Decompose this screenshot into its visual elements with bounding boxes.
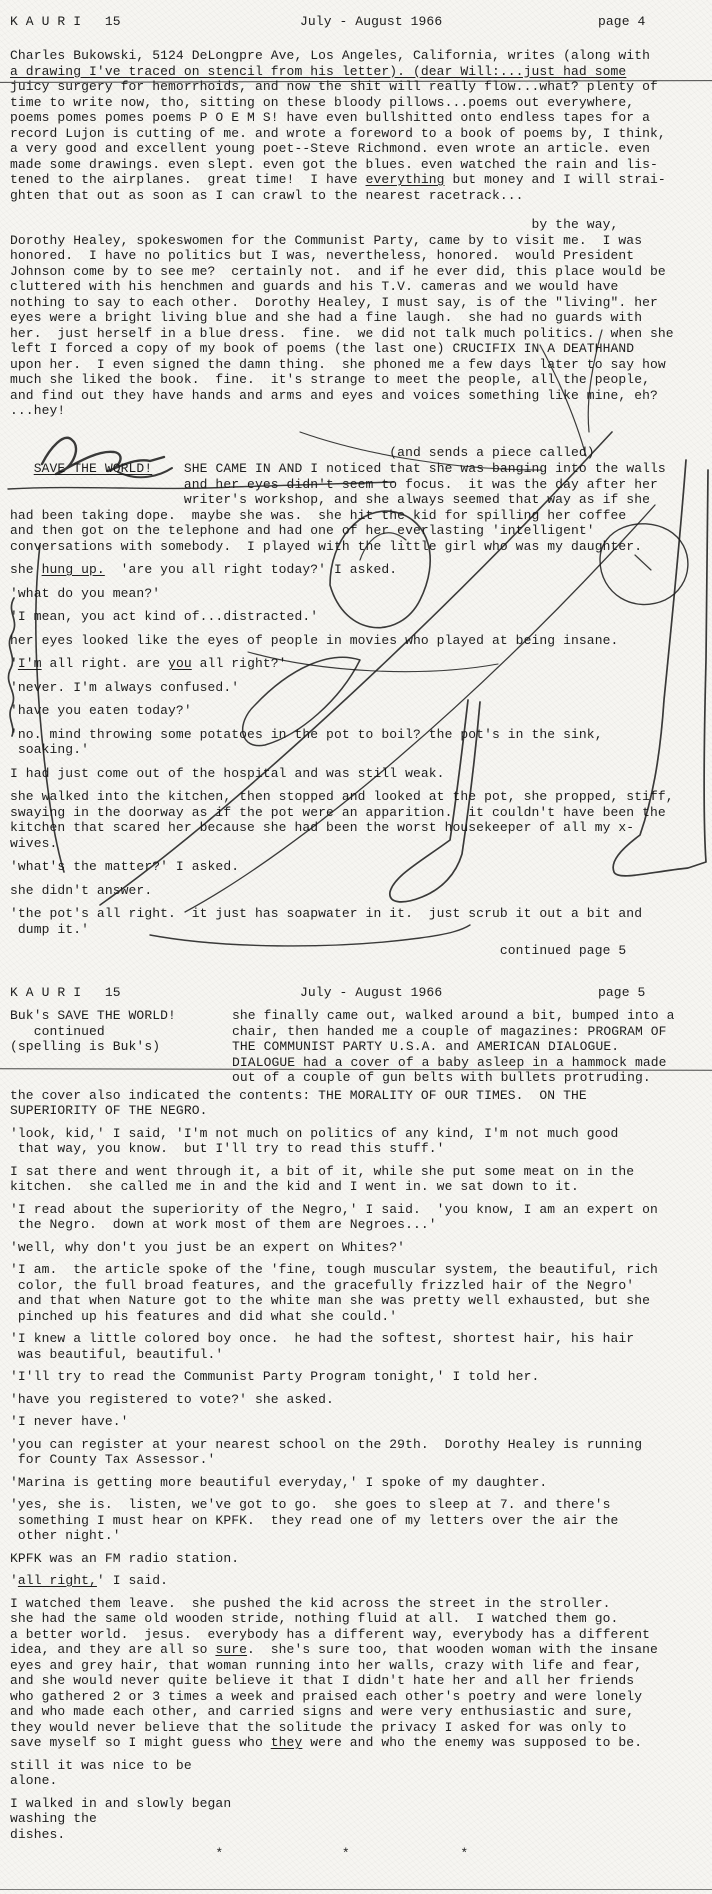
- paragraph: [10, 766, 710, 782]
- text-line: dishes.: [10, 1826, 66, 1842]
- text-line: she finally came out, walked around a bit, bumped into a: [232, 1008, 675, 1023]
- paragraph: [10, 1414, 710, 1430]
- paragraph: [10, 1262, 710, 1324]
- text-line: writer's workshop, and she always seemed that way as if she: [10, 492, 651, 507]
- paragraph: [10, 1551, 710, 1567]
- text-line: she walked into the kitchen, then stopped and looked at the pot, she propped, stiff,: [10, 789, 674, 804]
- text-line: 'yes, she is. listen, we've got to go. she goes to sleep at 7. and there's: [10, 1497, 611, 1512]
- text-line: I had just come out of the hospital and was still weak.: [10, 765, 445, 781]
- text-line: (and sends a piece called): [10, 444, 595, 460]
- paragraph: [232, 1008, 710, 1086]
- paragraph: [10, 1758, 710, 1789]
- issue-date: July - August 1966: [300, 14, 443, 29]
- text-line: was beautiful, beautiful.': [10, 1346, 224, 1362]
- text-line: ghten that out as soon as I can crawl to the nearest racetrack...: [10, 187, 524, 203]
- page5-header: [0, 985, 712, 1001]
- text-line: 'I'll try to read the Communist Party Program tonight,' I told her.: [10, 1369, 540, 1384]
- paragraph: [10, 1475, 710, 1491]
- paragraph: [10, 789, 710, 851]
- text-line: she hung up. 'are you all right today?' I asked.: [10, 562, 398, 577]
- paragraph: [10, 1392, 710, 1408]
- text-line: record Lujon is cutting of me. and wrote a foreword to a book of poems by, I think,: [10, 125, 666, 141]
- text-line: chair, then handed me a couple of magazines: PROGRAM OF: [232, 1023, 667, 1039]
- text-line: out of a couple of gun belts with bullets protruding.: [232, 1070, 651, 1085]
- paragraph: [10, 859, 710, 875]
- paragraph: [10, 656, 710, 672]
- text-line: Buk's SAVE THE WORLD!: [10, 1008, 176, 1023]
- paragraph: [10, 633, 710, 649]
- paragraph: [10, 1088, 710, 1119]
- text-line: nothing to say to each other. Dorothy Healey, I must say, is of the "living". her: [10, 294, 658, 310]
- paragraph: [10, 586, 710, 602]
- text-line: save myself so I might guess who they were and who the enemy was supposed to be.: [10, 1735, 643, 1750]
- text-line: who gathered 2 or 3 times a week and praised each other's poetry and were lonely: [10, 1688, 643, 1704]
- text-line: and find out they have hands and arms and eyes and voices something like mine, eh?: [10, 387, 658, 403]
- text-line: honored. I have no politics but I was, nevertheless, honored. would President: [10, 248, 635, 263]
- paragraph: [10, 1596, 710, 1751]
- text-line: time to write now, tho, sitting on these bloody pillows...poems out everywhere,: [10, 94, 635, 110]
- paragraph: [10, 1796, 710, 1843]
- text-line: a better world. jesus. everybody has a different way, everybody has a different: [10, 1626, 651, 1642]
- text-line: kitchen. she called me in and the kid and I went in. we sat down to it.: [10, 1179, 579, 1194]
- page4-text: [10, 48, 710, 959]
- text-line: THE COMMUNIST PARTY U.S.A. and AMERICAN DIALOGUE.: [232, 1039, 620, 1054]
- text-line: they would never believe that the solitude the privacy I asked for was only to: [10, 1719, 627, 1735]
- continued-body: [232, 1008, 710, 1086]
- text-line: color, the full broad features, and the gracefully frizzled hair of the Negro': [10, 1277, 635, 1293]
- text-line: the cover also indicated the contents: THE MORALITY OF OUR TIMES. ON THE: [10, 1087, 587, 1103]
- text-line: and she would never quite believe it that I didn't hate her and all her friends: [10, 1673, 635, 1688]
- text-line: 'I never have.': [10, 1414, 129, 1429]
- text-line: 'no. mind throwing some potatoes in the pot to boil? the pot's in the sink,: [10, 726, 603, 742]
- text-line: juicy surgery for hemorrhoids, and now the shit will really flow...what? plenty of: [10, 79, 658, 94]
- paragraph: [10, 1846, 710, 1862]
- paragraph: [10, 1331, 710, 1362]
- text-line: SAVE THE WORLD! SHE CAME IN AND I noticed that she was banging into the walls: [33, 461, 666, 476]
- text-line: 'I'm all right. are you all right?': [10, 656, 287, 671]
- paragraph: [10, 703, 710, 719]
- text-line: 'I read about the superiority of the Negro,' I said. 'you know, I am an expert on: [10, 1201, 658, 1217]
- text-line: 'Marina is getting more beautiful everyday,' I spoke of my daughter.: [10, 1474, 548, 1490]
- text-line: Johnson come by to see me? certainly not. and if he ever did, this place would be: [10, 263, 666, 279]
- text-line: I watched them leave. she pushed the kid across the street in the stroller.: [10, 1595, 611, 1611]
- text-line: KPFK was an FM radio station.: [10, 1550, 240, 1566]
- text-line: and then got on the telephone and had one of her everlasting 'intelligent': [10, 523, 595, 538]
- zine-title: K A U R I 15: [10, 14, 121, 29]
- page5-body: [10, 1088, 710, 1862]
- text-line: (spelling is Buk's): [10, 1039, 161, 1054]
- paragraph: [10, 217, 710, 419]
- page5-continued-columns: [10, 1008, 710, 1086]
- text-line: pinched up his features and did what she could.': [10, 1308, 398, 1324]
- paragraph: [10, 1437, 710, 1468]
- paragraph: [10, 562, 710, 578]
- paragraph: [10, 883, 710, 899]
- text-line: conversations with somebody. I played with the little girl who was my daughter.: [10, 538, 643, 554]
- text-line: a very good and excellent young poet--Steve Richmond. even wrote an article. even: [10, 141, 651, 156]
- text-line: DIALOGUE had a cover of a baby asleep in a hammock made: [232, 1054, 667, 1070]
- paragraph: [10, 943, 710, 959]
- text-line: and that when Nature got to the white man she was pretty well exhausted, but she: [10, 1293, 651, 1308]
- text-line: 'I mean, you act kind of...distracted.': [10, 609, 319, 624]
- text-line: 'all right,' I said.: [10, 1573, 169, 1588]
- text-line: I sat there and went through it, a bit of it, while she put some meat on in the: [10, 1163, 635, 1179]
- text-line: I walked in and slowly began: [10, 1795, 232, 1811]
- text-line: 'what's the matter?' I asked.: [10, 859, 240, 874]
- zine-title: K A U R I 15: [10, 985, 121, 1000]
- text-line: left I forced a copy of my book of poems (the last one) CRUCIFIX IN A DEATHHAND: [10, 341, 635, 356]
- text-line: 'well, why don't you just be an expert on Whites?': [10, 1239, 406, 1255]
- text-line: washing the: [10, 1811, 97, 1826]
- page-edge-line: [0, 1889, 712, 1890]
- text-line: alone.: [10, 1773, 58, 1788]
- text-line: continued: [10, 1023, 105, 1039]
- text-line: her. just herself in a blue dress. fine. we did not talk much politics. when she: [10, 325, 674, 341]
- paragraph: [10, 1164, 710, 1195]
- text-line: much she liked the book. fine. it's strange to meet the people, all the people,: [10, 372, 651, 387]
- text-line: poems pomes pomes poems P O E M S! have even bullshitted onto endless tapes for a: [10, 110, 651, 125]
- text-line: eyes were a bright living blue and she had a fine laugh. she had no guards with: [10, 310, 643, 325]
- page-number: page 5: [598, 985, 646, 1000]
- text-line: for County Tax Assessor.': [10, 1452, 216, 1467]
- paragraph: [10, 680, 710, 696]
- text-line: 'you can register at your nearest school on the 29th. Dorothy Healey is running: [10, 1436, 643, 1452]
- text-line: ...hey!: [10, 403, 66, 418]
- text-line: 'what do you mean?': [10, 585, 161, 601]
- text-line: by the way,: [10, 217, 619, 232]
- text-line: Charles Bukowski, 5124 DeLongpre Ave, Los Angeles, California, writes (along with: [10, 48, 651, 63]
- paragraph: [10, 48, 710, 203]
- paragraph: [10, 1497, 710, 1544]
- page4-header: [0, 14, 712, 30]
- paragraph: [10, 727, 710, 758]
- text-line: swaying in the doorway as if the pot were an apparition. it couldn't have been the: [10, 804, 666, 820]
- text-line: other night.': [10, 1528, 121, 1543]
- text-line: and who made each other, and carried signs and were very enthusiastic and sure,: [10, 1704, 635, 1719]
- paragraph: [10, 461, 710, 554]
- text-line: wives.: [10, 835, 58, 851]
- text-line: that way, you know. but I'll try to read this stuff.': [10, 1141, 445, 1156]
- text-line: her eyes looked like the eyes of people in movies who played at being insane.: [10, 632, 619, 648]
- text-line: dump it.': [10, 921, 90, 937]
- paragraph: [10, 609, 710, 625]
- text-line: SUPERIORITY OF THE NEGRO.: [10, 1103, 208, 1118]
- text-line: the Negro. down at work most of them are Negroes...': [10, 1217, 437, 1232]
- text-line: 'look, kid,' I said, 'I'm not much on politics of any kind, I'm not much good: [10, 1125, 619, 1141]
- page-number: page 4: [598, 14, 646, 29]
- text-line: had been taking dope. maybe she was. she hit the kid for spilling her coffee: [10, 507, 627, 523]
- text-line: 'the pot's all right. it just has soapwater in it. just scrub it out a bit and: [10, 906, 643, 921]
- paragraph: [10, 906, 710, 937]
- paragraph: [10, 445, 710, 461]
- text-line: 'have you registered to vote?' she asked.: [10, 1391, 334, 1407]
- text-line: she had the same old wooden stride, nothing fluid at all. I watched them go.: [10, 1611, 619, 1626]
- text-line: still it was nice to be: [10, 1757, 192, 1773]
- text-line: something I must hear on KPFK. they read one of my letters over the air the: [10, 1512, 619, 1528]
- continued-note: [10, 1008, 232, 1086]
- paragraph: [10, 1126, 710, 1157]
- text-line: idea, and they are all so sure. she's sure too, that wooden woman with the insane: [10, 1642, 658, 1657]
- page5-text: [10, 1008, 710, 1862]
- issue-date: July - August 1966: [300, 985, 443, 1000]
- text-line: 'have you eaten today?': [10, 703, 192, 718]
- text-line: and her eyes didn't seem to focus. it was the day after her: [10, 476, 658, 492]
- text-line: 'never. I'm always confused.': [10, 679, 240, 695]
- text-line: tened to the airplanes. great time! I have everything but money and I will strai-: [10, 172, 666, 187]
- paragraph: [10, 1369, 710, 1385]
- text-line: eyes and grey hair, that woman running into her walls, crazy with life and fear,: [10, 1657, 643, 1673]
- text-line: Dorothy Healey, spokeswomen for the Communist Party, came by to visit me. I was: [10, 232, 643, 248]
- text-line: she didn't answer.: [10, 882, 153, 898]
- text-line: * * *: [10, 1846, 469, 1861]
- text-line: kitchen that scared her because she had been the worst housekeeper of all my x-: [10, 820, 635, 835]
- text-line: 'I am. the article spoke of the 'fine, tough muscular system, the beautiful, rich: [10, 1262, 658, 1277]
- text-line: a drawing I've traced on stencil from his letter). (dear Will:...just had some: [10, 63, 627, 79]
- text-line: soaking.': [10, 742, 90, 757]
- paragraph: [10, 1573, 710, 1589]
- paragraph: [10, 1240, 710, 1256]
- paragraph: [10, 1202, 710, 1233]
- text-line: upon her. I even signed the damn thing. she phoned me a few days later to say how: [10, 356, 666, 372]
- text-line: continued page 5: [10, 943, 627, 958]
- paragraph: [10, 1008, 232, 1055]
- text-line: made some drawings. even slept. even got the blues. even watched the rain and lis-: [10, 156, 658, 172]
- text-line: 'I knew a little colored boy once. he had the softest, shortest hair, his hair: [10, 1331, 635, 1346]
- text-line: cluttered with his henchmen and guards and his T.V. cameras and we would have: [10, 279, 619, 294]
